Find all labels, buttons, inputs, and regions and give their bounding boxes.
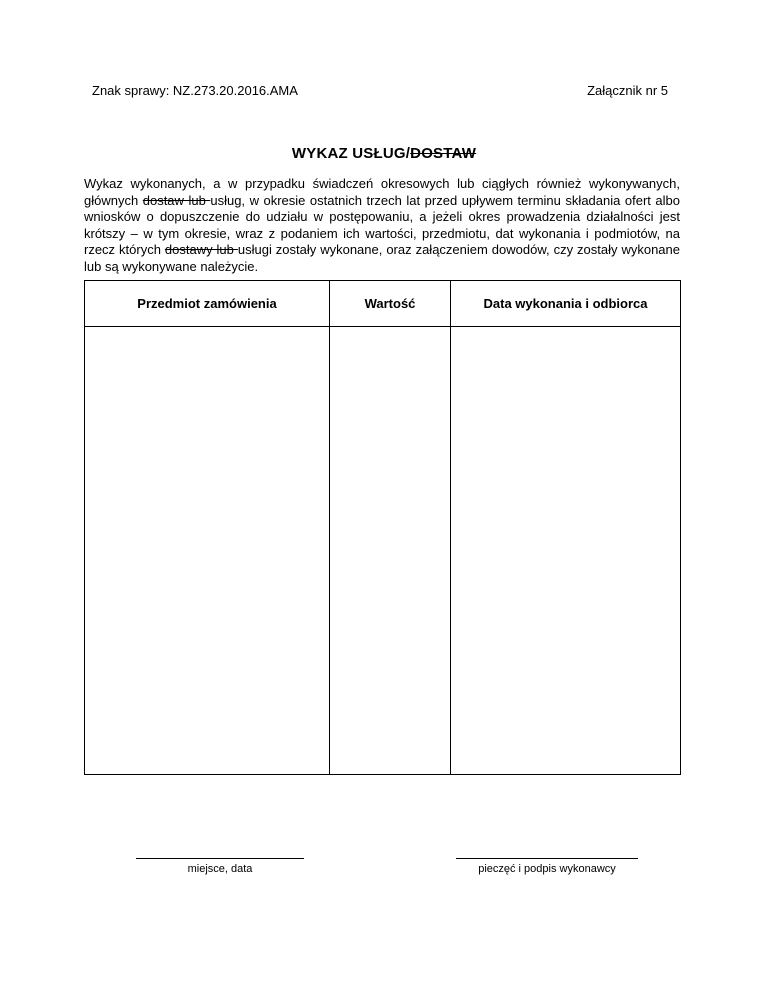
column-header-value: Wartość	[330, 281, 451, 327]
services-table	[84, 280, 681, 775]
intro-struck-2: dostawy lub	[164, 242, 238, 258]
intro-part-1: Wykaz wykonanych, a w przypadku świadczeń okresowych lub ciągłych również wykonywanych, głównych	[84, 176, 680, 208]
title-main: WYKAZ USŁUG/	[291, 145, 411, 162]
intro-part-2: usług, w okresie ostatnich trzech lat przed upływem terminu składania ofert albo wniosków o dopuszczenie do udziału w postępowaniu, a jeżeli okres prowadzenia działalności jest krótszy – w tym okresie, wraz z podaniem ich wartości, przedmiotu, dat wykonania i podmiotów, na rzecz których	[84, 192, 681, 258]
cell-value[interactable]	[330, 327, 451, 775]
column-header-date-recipient: Data wykonania i odbiorca	[451, 281, 681, 327]
intro-struck-1: dostaw lub	[142, 192, 211, 208]
attachment-number: Załącznik nr 5	[587, 83, 668, 98]
signature-block-contractor	[456, 858, 638, 875]
place-date-caption: miejsce, data	[187, 863, 253, 875]
table-header-row	[85, 281, 681, 327]
intro-paragraph	[84, 176, 680, 276]
table-row	[85, 327, 681, 775]
cell-subject[interactable]	[85, 327, 330, 775]
signature-block-place-date	[136, 858, 304, 875]
document-title	[0, 145, 768, 162]
intro-part-3: usługi zostały wykonane, oraz załączeniem dowodów, czy zostały wykonane lub są wykonywane należycie.	[84, 242, 680, 274]
signature-line	[456, 858, 638, 859]
stamp-signature-caption: pieczęć i podpis wykonawcy	[478, 863, 616, 875]
case-number: Znak sprawy: NZ.273.20.2016.AMA	[92, 83, 298, 98]
title-struck: DOSTAW	[410, 145, 477, 162]
cell-date-recipient[interactable]	[451, 327, 681, 775]
signature-line	[136, 858, 304, 859]
column-header-subject: Przedmiot zamówienia	[85, 281, 330, 327]
